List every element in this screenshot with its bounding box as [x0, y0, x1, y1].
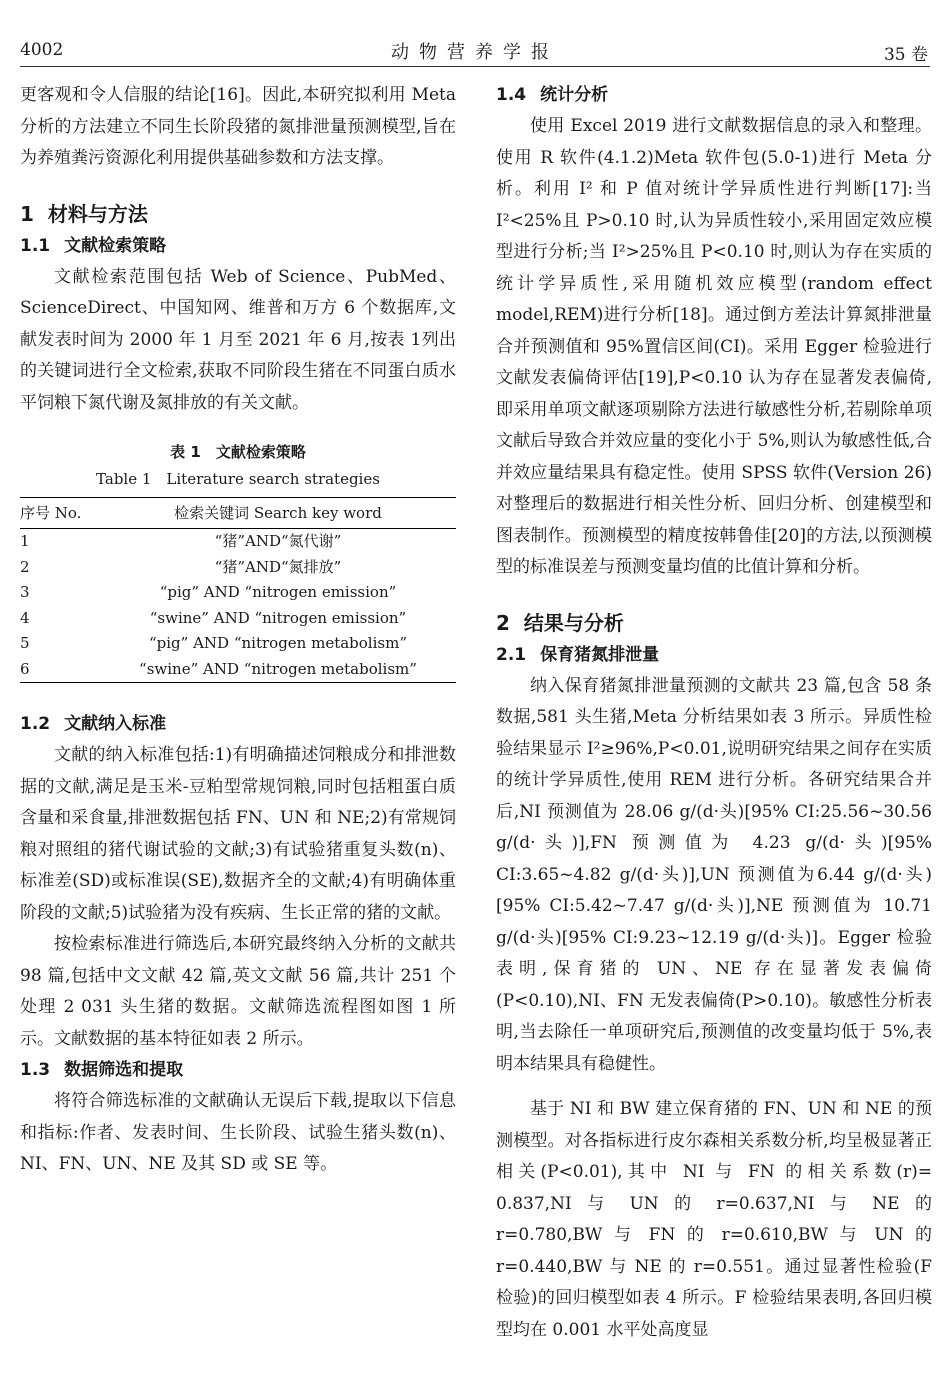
- page-header: [0, 0, 950, 66]
- volume-label: 35 卷: [883, 45, 928, 65]
- left-column: [20, 80, 456, 1181]
- journal-title: 动物营养学报: [391, 42, 559, 63]
- table-row: 5 “pig” AND “nitrogen metabolism”: [20, 634, 407, 652]
- table-header-keyword: 检索关键词 Search key word: [100, 498, 456, 529]
- table-row: 1 “猪”AND“氮代谢”: [20, 532, 342, 550]
- table-row: 2 “猪”AND“氮排放”: [20, 557, 342, 576]
- right-column: [496, 80, 932, 1346]
- table-row: 4 “swine” AND “nitrogen emission”: [20, 608, 407, 627]
- table-row: 6 “swine” AND “nitrogen metabolism”: [20, 657, 456, 683]
- section-1-3-paragraph: 将符合筛选标准的文献确认无误后下载,提取以下信息和指标:作者、发表时间、生长阶段、试验生猪头数(n)、NI、FN、UN、NE 及其 SD 或 SE 等。: [20, 1091, 456, 1174]
- section-2-1-heading: 2.1 保育猪氮排泄量: [496, 644, 660, 665]
- section-1-3-heading: 1.3 数据筛选和提取: [20, 1060, 184, 1080]
- header-rule: [20, 66, 930, 67]
- section-1-2-heading: 1.2 文献纳入标准: [20, 714, 167, 734]
- section-1-2-paragraph-a: 文献的纳入标准包括:1)有明确描述饲粮成分和排泄数据的文献,满足是玉米-豆粕型常规饲粮,同时包括粗蛋白质含量和采食量,排泄数据包括 FN、UN 和 NE;2)有常规饲粮对照组的猪代谢试验的文献;3)有试验猪重复头数(n)、标准差(SD)或标准误(SE),数据齐全的文献;4)有明确体重阶段的文献;5)试验猪为没有疾病、生长正常的猪的文献。: [20, 745, 456, 923]
- table-1: [20, 497, 456, 683]
- section-1-2-paragraph-b: 按检索标准进行筛选后,本研究最终纳入分析的文献共 98 篇,包括中文文献 42 篇,英文文献 56 篇,共计 251 个处理 2 031 头生猪的数据。文献筛选流程图如图 1 所示。文献数据的基本特征如表 2 所示。: [20, 934, 456, 1049]
- section-2-1-paragraph-b: 基于 NI 和 BW 建立保育猪的 FN、UN 和 NE 的预测模型。对各指标进行皮尔森相关系数分析,均呈极显著正相关(P<0.01),其中 NI 与 FN 的相关系数(r)= 0.837,NI 与 UN 的 r=0.637,NI 与 NE 的 r=0.780,BW 与 FN 的 r=0.610,BW 与 UN 的 r=0.440,BW 与 NE 的 r=0.551。通过显著性检验(F 检验)的回归模型如表 4 所示。F 检验结果表明,各回归模型均在 0.001 水平处高度显: [496, 1099, 932, 1340]
- page-number: 4002: [20, 40, 64, 60]
- table-header-no: 序号 No.: [20, 498, 100, 529]
- intro-paragraph: 更客观和令人信服的结论[16]。因此,本研究拟利用 Meta 分析的方法建立不同生长阶段猪的氮排泄量预测模型,旨在为养殖粪污资源化利用提供基础参数和方法支撑。: [20, 85, 456, 168]
- table-row: 3 “pig” AND “nitrogen emission”: [20, 583, 397, 601]
- section-1-1-heading: 1.1 文献检索策略: [20, 235, 167, 256]
- section-1-4-heading: 1.4 统计分析: [496, 85, 609, 105]
- section-1-4-paragraph: 使用 Excel 2019 进行文献数据信息的录入和整理。使用 R 软件(4.1.2)Meta 软件包(5.0-1)进行 Meta 分析。利用 I² 和 P 值对统计学异质性进行判断[17]:当 I²<25%且 P>0.10 时,认为异质性较小,采用固定效应模型进行分析;当 I²>25%且 P<0.10 时,则认为存在实质的统计学异质性,采用随机效应模型(random effect model,REM)进行分析[18]。通过倒方差法计算氮排泄量合并预测值和 95%置信区间(CI)。采用 Egger 检验进行文献发表偏倚评估[19],P<0.10 认为存在显著发表偏倚,即采用单项文献逐项剔除方法进行敏感性分析,若剔除单项文献后导致合并效应量的变化小于 5%,则认为敏感性低,合并效应量结果具有稳定性。使用 SPSS 软件(Version 26)对整理后的数据进行相关性分析、回归分析、创建模型和图表制作。预测模型的精度按韩鲁佳[20]的方法,以预测模型的标准误差与预测变量均值的比值计算和分析。: [496, 116, 932, 577]
- section-1-heading: 1 材料与方法: [20, 201, 148, 226]
- table-1-caption: 表 1 文献检索策略 Table 1 Literature search strategies: [96, 443, 380, 488]
- section-2-heading: 2 结果与分析: [496, 610, 624, 635]
- section-1-1-paragraph: 文献检索范围包括 Web of Science、PubMed、ScienceDirect、中国知网、维普和万方 6 个数据库,文献发表时间为 2000 年 1 月至 2021 年 6 月,按表 1列出的关键词进行全文检索,获取不同阶段生猪在不同蛋白质水平饲粮下氮代谢及氮排放的有关文献。: [20, 266, 456, 413]
- section-2-1-paragraph-a: 纳入保育猪氮排泄量预测的文献共 23 篇,包含 58 条数据,581 头生猪,Meta 分析结果如表 3 所示。异质性检验结果显示 I²≥96%,P<0.01,说明研究结果之间存在实质的统计学异质性,使用 REM 进行分析。各研究结果合并后,NI 预测值为 28.06 g/(d·头)[95% CI:25.56~30.56 g/(d·头)],FN 预测值为 4.23 g/(d·头)[95% CI:3.65~4.82 g/(d·头)],UN 预测值为6.44 g/(d·头)[95% CI:5.42~7.47 g/(d·头)],NE 预测值为 10.71 g/(d·头)[95% CI:9.23~12.19 g/(d·头)]。Egger 检验表明,保育猪的 UN、NE 存在显著发表偏倚(P<0.10),NI、FN 无发表偏倚(P>0.10)。敏感性分析表明,当去除任一单项研究后,预测值的改变量均低于 5%,表明本结果具有稳健性。: [496, 675, 932, 1074]
